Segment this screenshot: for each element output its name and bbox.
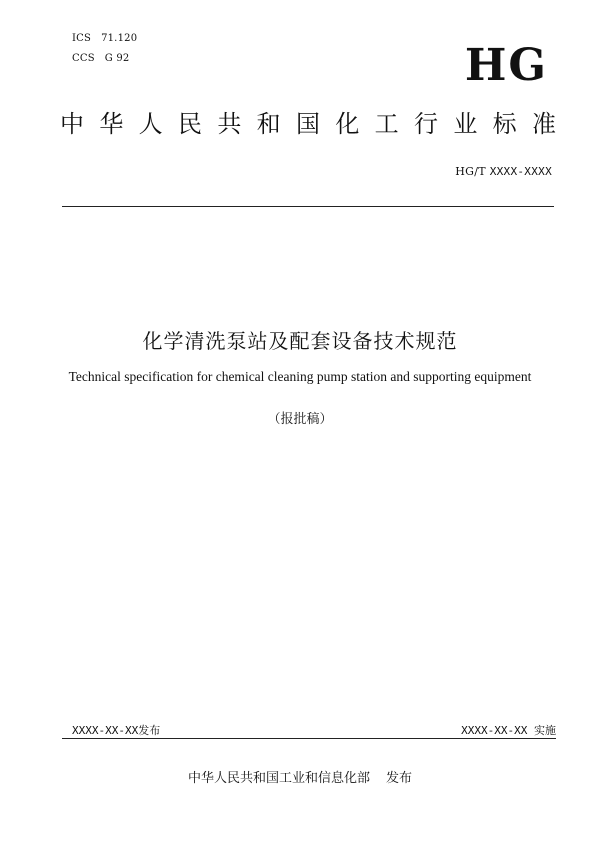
standard-number-value: XXXX-XXXX <box>489 165 552 178</box>
standard-prefix: HG/T <box>455 165 486 178</box>
implement-date: XXXX-XX-XX <box>461 724 528 737</box>
document-title-en: Technical specification for chemical cleaning pump station and supporting equipment <box>68 369 532 384</box>
ccs-line <box>72 53 129 64</box>
ccs-label: CCS <box>72 53 95 64</box>
ics-code: 71.120 <box>101 33 138 44</box>
standard-type-name: 中华人民共和国化工行业标准 <box>60 110 556 138</box>
hg-logo: HG <box>464 40 548 91</box>
footer-divider <box>62 738 556 739</box>
document-title-cn: 化学清洗泵站及配套设备技术规范 <box>142 329 458 353</box>
issuer-line <box>0 767 600 786</box>
publish-date: XXXX-XX-XX <box>72 724 139 737</box>
draft-status: （报批稿） <box>267 412 333 427</box>
ics-line <box>72 33 137 44</box>
issuer-verb: 发布 <box>386 771 413 786</box>
issuer-name: 中华人民共和国工业和信息化部 <box>187 771 370 786</box>
standard-number <box>455 165 552 178</box>
header-divider <box>62 206 554 207</box>
implement-date-line <box>461 722 556 738</box>
publish-label: 发布 <box>138 724 161 737</box>
implement-label: 实施 <box>534 724 556 737</box>
ccs-code: G 92 <box>104 53 130 64</box>
ics-label: ICS <box>72 33 92 44</box>
publish-date-line <box>72 722 160 738</box>
